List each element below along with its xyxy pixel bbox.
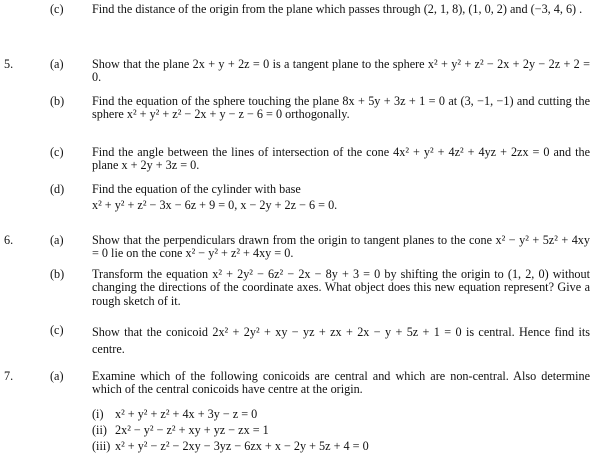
question-text: Show that the plane 2x + y + 2z = 0 is a tangent plane to the sphere x² + y² + z² − 2x + 2y − 2z + 2 = 0.	[92, 57, 590, 85]
equation: 2x² − y² − z² + xy + yz − zx = 1	[115, 423, 269, 437]
equation: x² + y² + z² + 4x + 3y − z = 0	[115, 407, 258, 421]
part-label: (a)	[50, 57, 64, 71]
question-number: 7.	[4, 369, 14, 383]
part-label: (c)	[50, 2, 64, 16]
question-text: Show that the conicoid 2x² + 2y² + xy − yz + zx + 2x − y + 5z + 1 = 0 is central. Hence find its centre.	[92, 325, 590, 356]
equation: x² + y² + z² − 3x − 6z + 9 = 0, x − 2y + 2z − 6 = 0.	[92, 198, 338, 212]
question-number: 5.	[4, 57, 14, 71]
part-label: (c)	[50, 323, 64, 337]
part-label: (b)	[50, 267, 65, 281]
part-label: (d)	[50, 182, 65, 196]
item-label: (ii)	[92, 423, 107, 437]
part-label: (a)	[50, 233, 64, 247]
question-number: 6.	[4, 233, 14, 247]
part-label: (a)	[50, 369, 64, 383]
item-label: (iii)	[92, 439, 111, 453]
question-text: Examine which of the following conicoids are central and which are non-central. Also determine which of the central conicoids have centre at the origin.	[92, 369, 590, 397]
question-text: Find the equation of the cylinder with base	[92, 182, 301, 196]
item-label: (i)	[92, 407, 104, 421]
question-text: Find the distance of the origin from the plane which passes through (2, 1, 8), (1, 0, 2) and (−3, 4, 6) .	[92, 2, 583, 16]
question-text: Show that the perpendiculars drawn from the origin to tangent planes to the cone x² − y² + 5z² + 4xy = 0 lie on the cone x² − y² + z² + 4xy = 0.	[92, 233, 590, 261]
part-label: (c)	[50, 145, 64, 159]
equation: x² + y² − z² − 2xy − 3yz − 6zx + x − 2y + 5z + 4 = 0	[115, 439, 369, 453]
question-text: Find the angle between the lines of intersection of the cone 4x² + y² + 4z² + 4yz + 2zx = 0 and the plane x + 2y + 3z = 0.	[92, 145, 590, 173]
question-text: Transform the equation x² + 2y² − 6z² − 2x − 8y + 3 = 0 by shifting the origin to (1, 2, 0) without changing the directions of the coordinate axes. What object does this new equation represent? Give a rough sketch of it.	[92, 267, 590, 308]
question-text: Find the equation of the sphere touching the plane 8x + 5y + 3z + 1 = 0 at (3, −1, −1) and cutting the sphere x² + y² + z² − 2x + y − z − 6 = 0 orthogonally.	[92, 94, 590, 122]
part-label: (b)	[50, 94, 65, 108]
